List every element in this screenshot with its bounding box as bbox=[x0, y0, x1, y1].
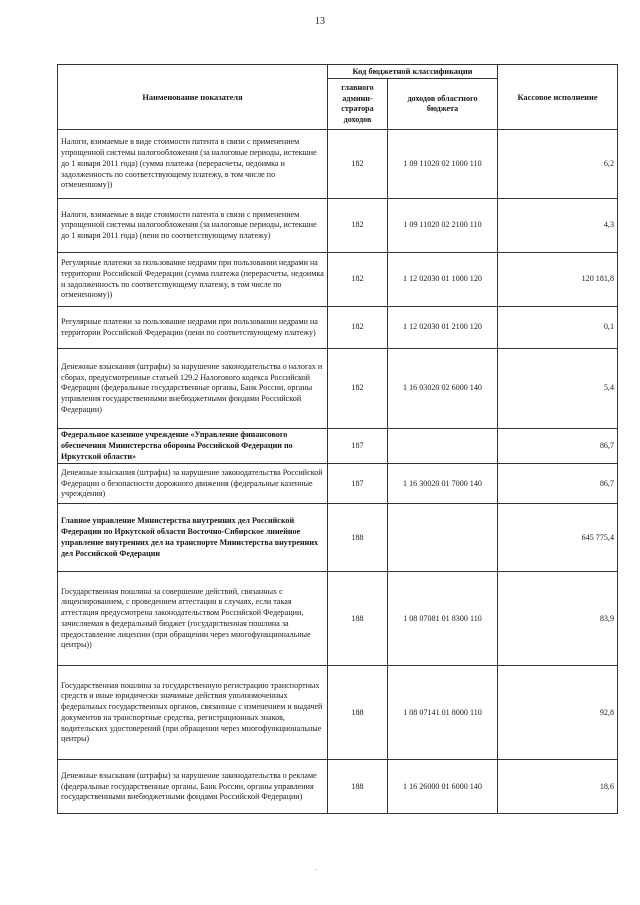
row-cash-value: 120 181,8 bbox=[498, 253, 618, 307]
row-cash-value: 6,2 bbox=[498, 130, 618, 199]
row-name: Регулярные платежи за пользование недрами при пользовании недрами на территории Российской Федерации (сумма платежа (перерасчеты, недоимка и задолженность по соответствующему платежу, в том числе по отмененному)) bbox=[58, 253, 328, 307]
budget-table bbox=[57, 64, 618, 814]
row-income-code bbox=[388, 429, 498, 464]
row-cash-value: 0,1 bbox=[498, 307, 618, 349]
row-admin-code: 182 bbox=[328, 130, 388, 199]
page-number: 13 bbox=[315, 16, 325, 27]
row-name: Денежные взыскания (штрафы) за нарушение законодательства о налогах и сборах, предусмотренные статьей 129.2 Налогового кодекса Российской Федерации (федеральные государственные органы, Банк России, органы управления государственными внебюджетными фондами Российской Федерации) bbox=[58, 349, 328, 429]
row-name: Налоги, взимаемые в виде стоимости патента в связи с применением упрощенной системы налогообложения (за налоговые периоды, истекшие до 1 января 2011 года) (сумма платежа (перерасчеты, недоимка и задолженность по соответствующему платежу, в том числе по отмененному)) bbox=[58, 130, 328, 199]
row-name: Налоги, взимаемые в виде стоимости патента в связи с применением упрощенной системы налогообложения (за налоговые периоды, истекшие до 1 января 2011 года) (пени по соответствующему платежу) bbox=[58, 199, 328, 253]
row-cash-value: 83,9 bbox=[498, 572, 618, 666]
table-row bbox=[58, 464, 618, 504]
header-name: Наименование показателя bbox=[58, 65, 328, 130]
row-admin-code: 187 bbox=[328, 464, 388, 504]
row-income-code: 1 16 30020 01 7000 140 bbox=[388, 464, 498, 504]
row-cash-value: 4,3 bbox=[498, 199, 618, 253]
table-row bbox=[58, 253, 618, 307]
row-name: Государственная пошлина за государственную регистрацию транспортных средств и иные юридически значимые действия уполномоченных федеральных государственных органов, связанные с изменением и выдачей документов на транспортные средства, регистрационных знаков, водительских удостоверений (при обращении через многофункциональные центры) bbox=[58, 666, 328, 760]
header-row bbox=[58, 65, 618, 79]
row-admin-code: 188 bbox=[328, 760, 388, 814]
table-row bbox=[58, 349, 618, 429]
row-income-code: 1 09 11020 02 1000 110 bbox=[388, 130, 498, 199]
row-name: Главное управление Министерства внутренних дел Российской Федерации по Иркутской области Восточно-Сибирское линейное управление внутренних дел на транспорте Министерства внутренних дел Российской Федерации bbox=[58, 504, 328, 572]
table-row bbox=[58, 572, 618, 666]
row-name: Государственная пошлина за совершение действий, связанных с лицензированием, с проведением аттестации в случаях, если такая аттестация предусмотрена законодательством Российской Федерации, зачисляемая в федеральный бюджет (государственная пошлина за предоставление лицензии (при обращении через многофункциональные центры)) bbox=[58, 572, 328, 666]
row-admin-code: 188 bbox=[328, 504, 388, 572]
row-income-code: 1 08 07141 01 8000 110 bbox=[388, 666, 498, 760]
row-income-code: 1 16 03020 02 6000 140 bbox=[388, 349, 498, 429]
row-admin-code: 188 bbox=[328, 666, 388, 760]
row-admin-code: 182 bbox=[328, 307, 388, 349]
row-admin-code: 182 bbox=[328, 349, 388, 429]
row-income-code: 1 08 07081 01 8300 110 bbox=[388, 572, 498, 666]
table-row bbox=[58, 199, 618, 253]
table-row bbox=[58, 130, 618, 199]
table-row bbox=[58, 666, 618, 760]
row-cash-value: 86,7 bbox=[498, 429, 618, 464]
footer-mark: . bbox=[316, 866, 318, 872]
table-row bbox=[58, 429, 618, 464]
row-cash-value: 18,6 bbox=[498, 760, 618, 814]
row-name: Денежные взыскания (штрафы) за нарушение законодательства о рекламе (федеральные государственные органы, Банк России, органы управления государственными внебюджетными фондами Российской Федерации) bbox=[58, 760, 328, 814]
row-cash-value: 92,8 bbox=[498, 666, 618, 760]
row-income-code: 1 12 02030 01 2100 120 bbox=[388, 307, 498, 349]
header-cash: Кассовое исполнение bbox=[498, 65, 618, 130]
header-income-code: доходов областного бюджета bbox=[388, 79, 498, 130]
row-income-code bbox=[388, 504, 498, 572]
header-admin: главного админи- стратора доходов bbox=[328, 79, 388, 130]
row-income-code: 1 16 26000 01 6000 140 bbox=[388, 760, 498, 814]
row-name: Денежные взыскания (штрафы) за нарушение законодательства Российской Федерации о безопасности дорожного движения (федеральные казенные учреждения) bbox=[58, 464, 328, 504]
table-row bbox=[58, 760, 618, 814]
row-admin-code: 188 bbox=[328, 572, 388, 666]
table-row bbox=[58, 504, 618, 572]
row-admin-code: 182 bbox=[328, 253, 388, 307]
row-cash-value: 645 775,4 bbox=[498, 504, 618, 572]
row-name: Регулярные платежи за пользование недрами при пользовании недрами на территории Российской Федерации (пени по соответствующему платежу) bbox=[58, 307, 328, 349]
table-row bbox=[58, 307, 618, 349]
header-code-group: Код бюджетной классификации bbox=[328, 65, 498, 79]
row-cash-value: 86,7 bbox=[498, 464, 618, 504]
row-cash-value: 5,4 bbox=[498, 349, 618, 429]
row-name: Федеральное казенное учреждение «Управление финансового обеспечения Министерства обороны Российской Федерации по Иркутской области» bbox=[58, 429, 328, 464]
row-admin-code: 182 bbox=[328, 199, 388, 253]
row-admin-code: 187 bbox=[328, 429, 388, 464]
row-income-code: 1 12 02030 01 1000 120 bbox=[388, 253, 498, 307]
row-income-code: 1 09 11020 02 2100 110 bbox=[388, 199, 498, 253]
